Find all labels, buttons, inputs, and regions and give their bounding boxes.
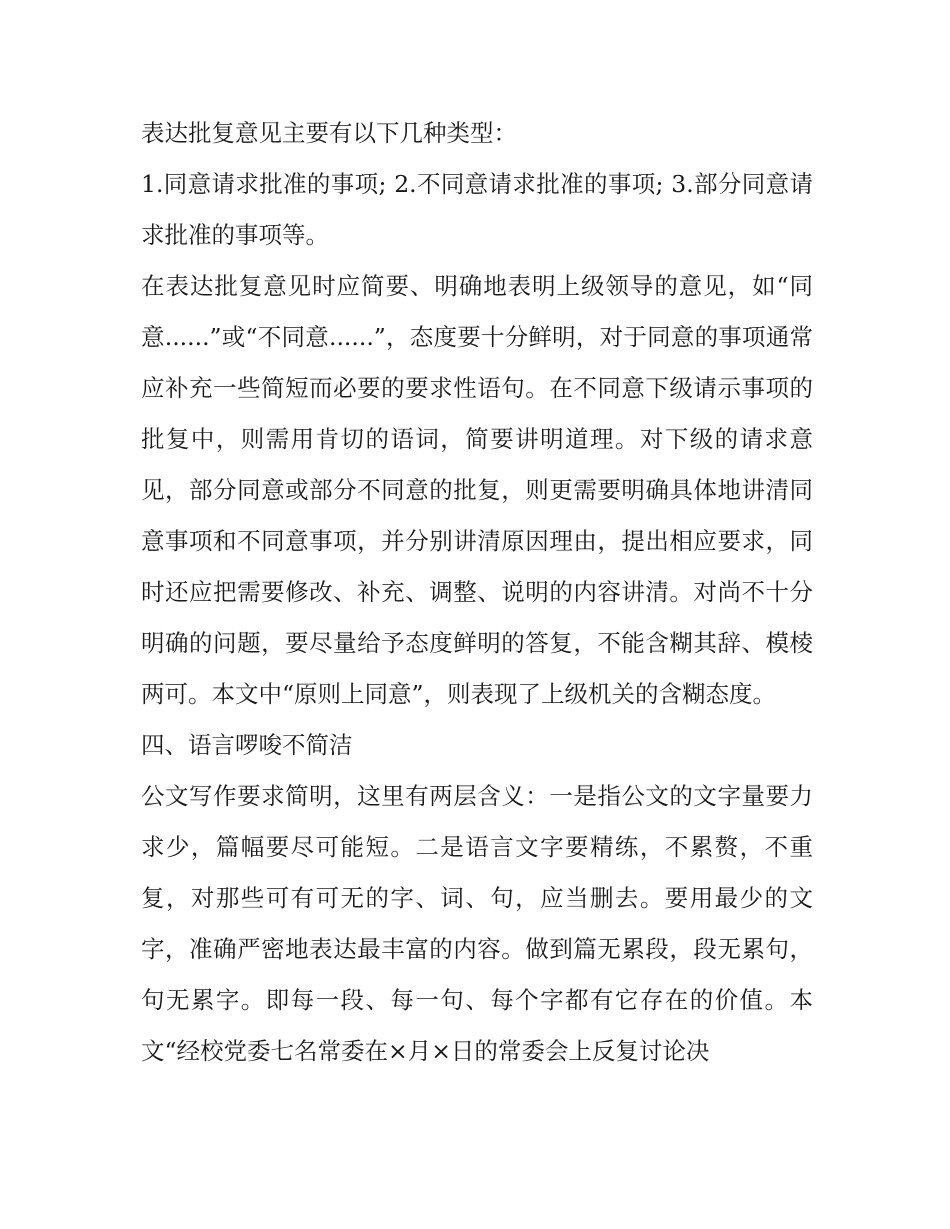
section-heading: 四、语言啰唆不简洁 [141,731,353,759]
paragraph-types-list: 1.同意请求批准的事项; 2.不同意请求批准的事项; 3.部分同意请求批准的事项等。 [141,170,813,249]
paragraph-intro: 表达批复意见主要有以下几种类型： [141,119,517,147]
paragraph-conciseness: 公文写作要求简明，这里有两层含义：一是指公文的文字量要力求少，篇幅要尽可能短。二是语言文字要精练，不累赘，不重复，对那些可有可无的字、词、句，应当删去。要用最少的文字，准确严密地表达最丰富的内容。做到篇无累段，段无累句，句无累字。即每一段、每一句、每个字都有它存在的价值。本文“经校党委七名常委在×月×日的常委会上反复讨论决 [141,782,813,1065]
document-page [141,108,813,1077]
paragraph-expression-requirements: 在表达批复意见时应简要、明确地表明上级领导的意见，如“同意......”或“不同意......”，态度要十分鲜明，对于同意的事项通常应补充一些简短而必要的要求性语句。在不同意下级请示事项的批复中，则需用肯切的语词，简要讲明道理。对下级的请求意见，部分同意或部分不同意的批复，则更需要明确具体地讲清同意事项和不同意事项，并分别讲清原因理由，提出相应要求，同时还应把需要修改、补充、调整、说明的内容讲清。对尚不十分明确的问题，要尽量给予态度鲜明的答复，不能含糊其辞、模棱两可。本文中“原则上同意”，则表现了上级机关的含糊态度。 [141,272,813,708]
